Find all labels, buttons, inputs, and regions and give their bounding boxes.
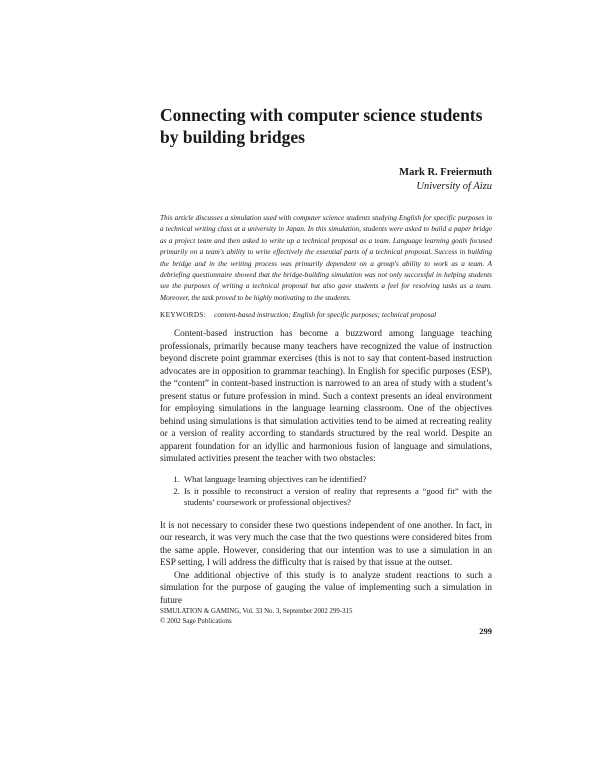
paragraph: Content-based instruction has become a buzzword among language teaching professionals, primarily because many teachers have recognized the value of instruction beyond discrete point grammar exercises (this is not to say that content-based instruction advocates are in opposition to grammar teaching). In English for specific purposes (ESP), the “content” in content-based instruction is narrowed to an area of study with a student’s present status or future profession in mind. Such a context presents an ideal environment for employing simulations in the language learning classroom. One of the objectives behind using simulations is that simulation activities tend to be aimed at recreating reality or a version of reality according to standards structured by the real world. Despite an apparent foundation for an idyllic and harmonious fusion of language and simulations, simulated activities present the teacher with two obstacles:	[160, 328, 492, 464]
page-number: 299	[479, 626, 492, 636]
question-list	[160, 474, 492, 509]
paragraph: One additional objective of this study is to analyze student reactions to such a simulation for the purpose of gauging the value of implementing such a simulation in future	[160, 569, 492, 605]
paragraph: It is not necessary to consider these two questions independent of one another. In fact, in our research, it was very much the case that the two questions were considered bites from the same apple. However, considering that our intention was to use a simulation in an ESP setting, I will address the difficulty that is raised by that issue at the outset.	[160, 519, 492, 568]
author-name: Mark R. Freiermuth	[399, 167, 492, 178]
article-title: Connecting with computer science students by building bridges	[160, 105, 483, 147]
keywords	[160, 309, 500, 320]
copyright-notice: © 2002 Sage Publications	[160, 618, 232, 625]
keywords-list: content-based instruction; English for specific purposes; technical proposal	[214, 310, 437, 319]
body-text	[160, 327, 492, 606]
journal-citation: SIMULATION & GAMING, Vol. 33 No. 3, September 2002 299-315	[160, 608, 353, 615]
author-affiliation: University of Aizu	[416, 181, 492, 192]
journal-footer	[160, 607, 352, 627]
list-item: 1. What language learning objectives can be identified?	[182, 474, 492, 486]
abstract: This article discusses a simulation used with computer science students studying English for specific purposes in a technical writing class at a university in Japan. In this simulation, students were asked to build a paper bridge as a project team and then asked to write up a technical proposal as a team. Language learning goals focused primarily on a team's ability to write effectively the essential parts of a technical proposal. Success in building the bridge and in the writing process was primarily dependent on a group's ability to work as a team. A debriefing questionnaire showed that the bridge-building simulation was not only successful in helping students see the purposes of writing a technical proposal but also gave students a feel for resolving tasks as a team. Moreover, the task proved to be highly motivating to the students.	[160, 213, 492, 302]
keywords-label: KEYWORDS:	[160, 310, 207, 319]
author-block	[399, 166, 492, 194]
list-item: 2. Is it possible to reconstruct a version of reality that represents a “good fit” with the students’ coursework or professional objectives?	[182, 486, 492, 509]
